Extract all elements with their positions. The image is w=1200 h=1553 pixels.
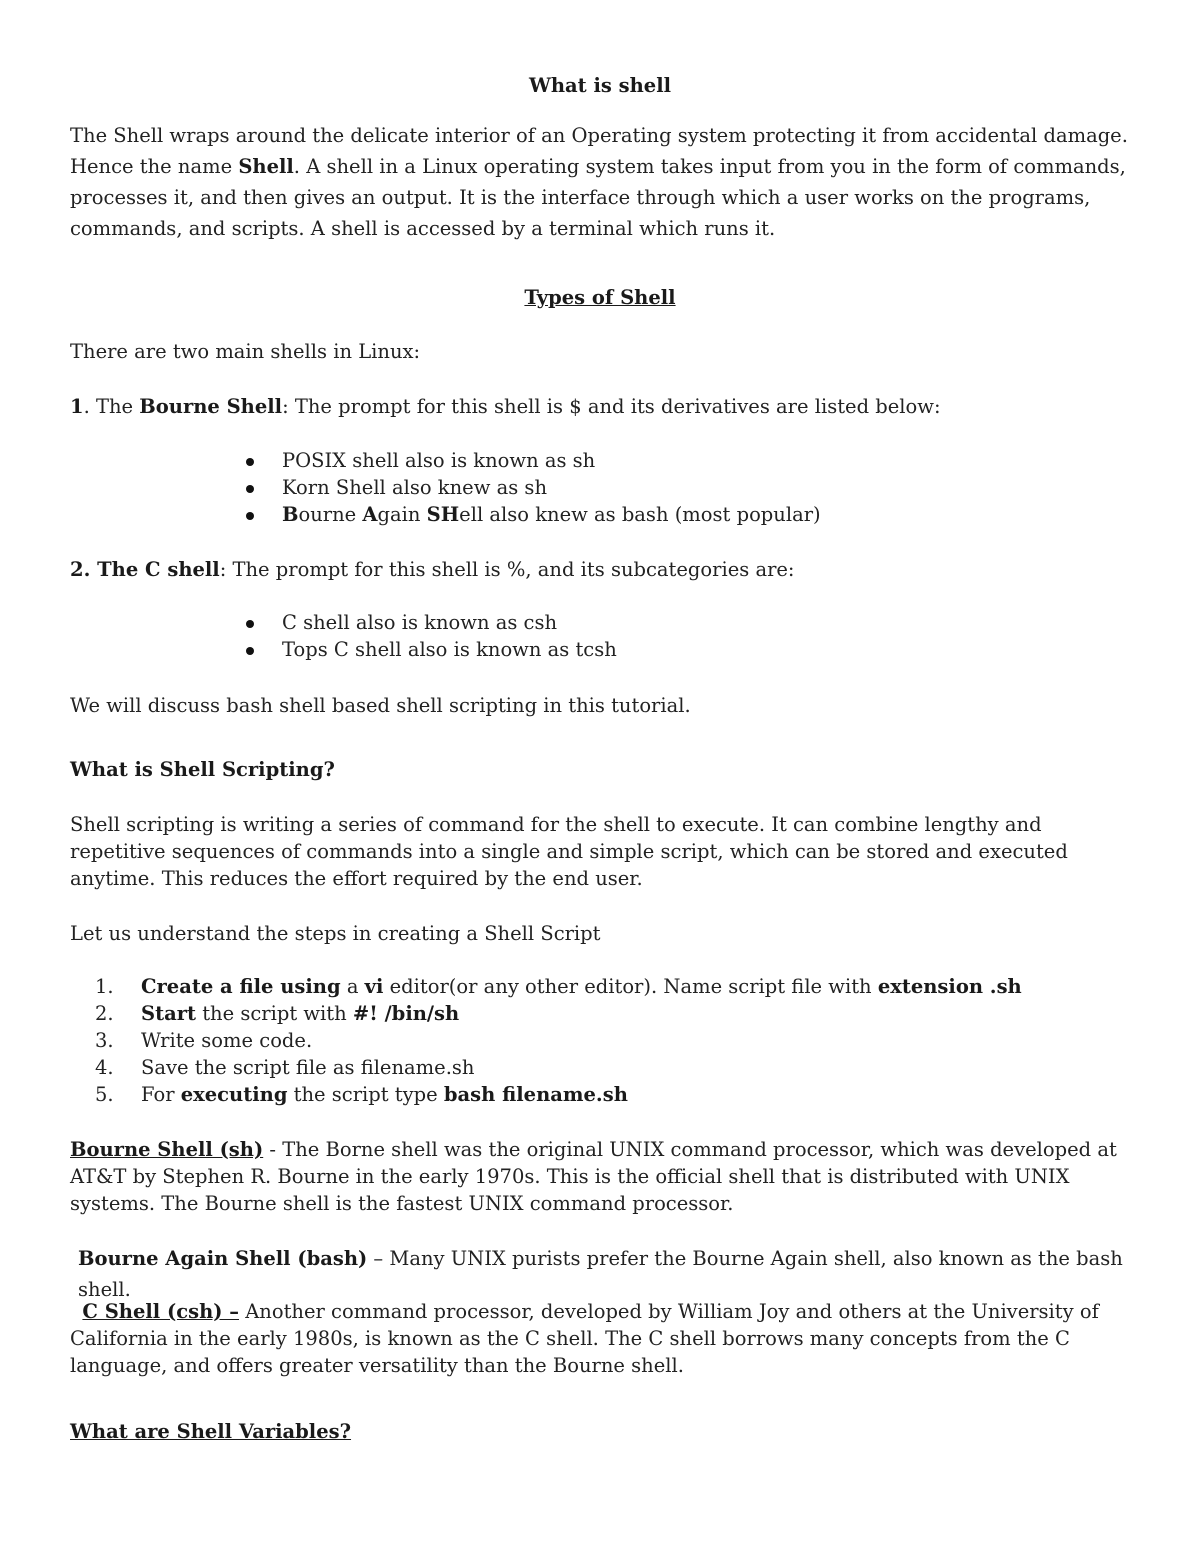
list-item: Bourne Again SHell also knew as bash (most popular): [282, 503, 821, 526]
bourne-derivatives-list: [282, 447, 821, 528]
types-heading: Types of Shell: [524, 286, 676, 309]
bourne-shell-item: 1. The Bourne Shell: The prompt for this shell is $ and its derivatives are listed below:: [70, 395, 941, 418]
types-intro: There are two main shells in Linux:: [70, 340, 421, 363]
steps-intro: Let us understand the steps in creating a Shell Script: [70, 922, 601, 945]
scripting-heading: What is Shell Scripting?: [70, 758, 335, 781]
list-item: 3. Write some code.: [95, 1029, 313, 1052]
scripting-description: Shell scripting is writing a series of command for the shell to execute. It can combine lengthy and repetitive sequences of commands into a single and simple script, which can be stored and executed anytime. This reduces the effort required by the end user.: [70, 813, 1068, 890]
list-item: 4. Save the script file as filename.sh: [95, 1056, 475, 1079]
bash-definition: Bourne Again Shell (bash) – Many UNIX purists prefer the Bourne Again shell, also known as the bash shell.: [78, 1247, 1123, 1301]
variables-heading: What are Shell Variables?: [70, 1420, 352, 1443]
steps-list: [95, 973, 1022, 1108]
list-item: Tops C shell also is known as tcsh: [282, 638, 617, 661]
list-item: C shell also is known as csh: [282, 609, 617, 636]
list-item: 1. Create a file using a vi editor(or any other editor). Name script file with extension .sh: [95, 975, 1022, 998]
list-item: 2. Start the script with #! /bin/sh: [95, 1002, 460, 1025]
list-item: 5. For executing the script type bash filename.sh: [95, 1083, 628, 1106]
c-shell-item: 2. The C shell: The prompt for this shell is %, and its subcategories are:: [70, 558, 795, 581]
tutorial-note: We will discuss bash shell based shell scripting in this tutorial.: [70, 694, 691, 717]
intro-paragraph: The Shell wraps around the delicate interior of an Operating system protecting it from accidental damage. Hence the name Shell. A shell in a Linux operating system takes input from you in the form of commands, processes it, and then gives an output. It is the interface through which a user works on the programs, commands, and scripts. A shell is accessed by a terminal which runs it.: [70, 124, 1128, 240]
bourne-shell-definition: Bourne Shell (sh) - The Borne shell was the original UNIX command processor, which was developed at AT&T by Stephen R. Bourne in the early 1970s. This is the official shell that is distributed with UNIX systems. The Bourne shell is the fastest UNIX command processor.: [70, 1138, 1117, 1215]
c-subcategories-list: [282, 609, 617, 663]
c-shell-definition: C Shell (csh) – Another command processor, developed by William Joy and others at the University of California in the early 1980s, is known as the C shell. The C shell borrows many concepts from the C language, and offers greater versatility than the Bourne shell.: [70, 1300, 1099, 1377]
list-item: POSIX shell also is known as sh: [282, 447, 821, 474]
page-title: What is shell: [528, 74, 672, 97]
list-item: Korn Shell also knew as sh: [282, 474, 821, 501]
